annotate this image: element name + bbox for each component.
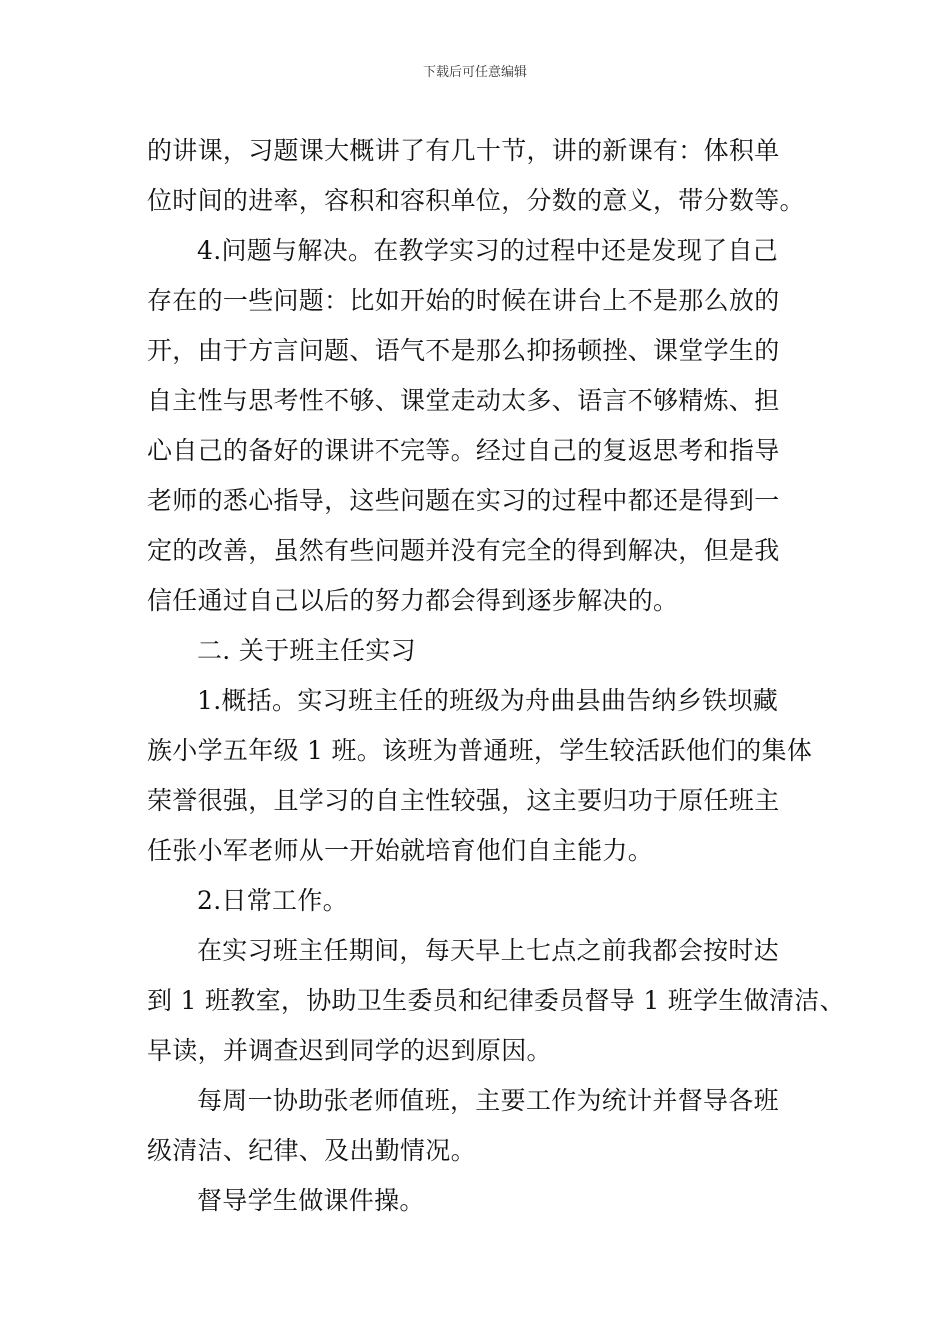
text-line: 级清洁、纪律、及出勤情况。 <box>147 1136 476 1165</box>
text-line: 自主性与思考性不够、课堂走动太多、语言不够精炼、担 <box>147 386 780 415</box>
paragraph-start: 4.问题与解决。在教学实习的过程中还是发现了自己 <box>197 236 779 265</box>
page-header: 下载后可任意编辑 <box>422 65 527 80</box>
text-line: 位时间的进率，容积和容积单位，分数的意义，带分数等。 <box>147 186 805 215</box>
text-line: 荣誉很强，且学习的自主性较强，这主要归功于原任班主 <box>147 786 780 815</box>
paragraph-start: 1.概括。实习班主任的班级为舟曲县曲告纳乡铁坝藏 <box>197 686 779 715</box>
section-heading: 二. 关于班主任实习 <box>197 636 416 665</box>
text-line: 的讲课，习题课大概讲了有几十节，讲的新课有：体积单 <box>147 136 780 165</box>
text-line: 存在的一些问题：比如开始的时候在讲台上不是那么放的 <box>147 286 780 315</box>
text-line: 信任通过自己以后的努力都会得到逐步解决的。 <box>147 586 679 615</box>
text-line: 早读，并调查迟到同学的迟到原因。 <box>147 1036 552 1065</box>
text-line: 定的改善，虽然有些问题并没有完全的得到解决，但是我 <box>147 536 780 565</box>
paragraph-start: 在实习班主任期间，每天早上七点之前我都会按时达 <box>197 936 779 965</box>
paragraph-start: 每周一协助张老师值班，主要工作为统计并督导各班 <box>197 1086 779 1115</box>
document-body <box>147 126 845 1226</box>
text-line: 族小学五年级 1 班。该班为普通班，学生较活跃他们的集体 <box>147 736 813 765</box>
text-line: 任张小军老师从一开始就培育他们自主能力。 <box>147 836 654 865</box>
subsection-heading: 2.日常工作。 <box>197 886 348 915</box>
text-line: 到 1 班教室，协助卫生委员和纪律委员督导 1 班学生做清洁、 <box>147 986 845 1015</box>
text-line: 老师的悉心指导，这些问题在实习的过程中都还是得到一 <box>147 486 780 515</box>
paragraph-start: 督导学生做课件操。 <box>197 1186 425 1215</box>
text-line: 心自己的备好的课讲不完等。经过自己的复返思考和指导 <box>147 436 780 465</box>
text-line: 开，由于方言问题、语气不是那么抑扬顿挫、课堂学生的 <box>147 336 780 365</box>
